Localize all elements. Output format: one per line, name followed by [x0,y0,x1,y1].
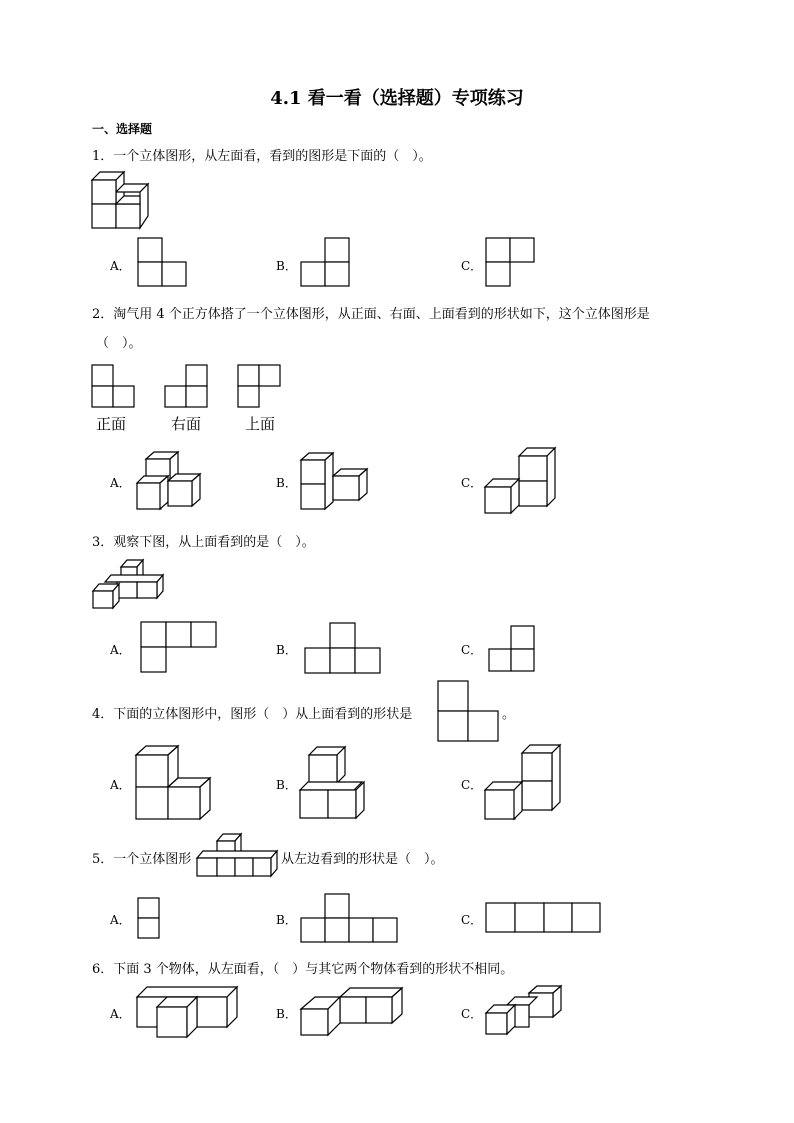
question-2-option-a-figure[interactable] [136,451,204,513]
question-5-solid-figure [196,833,282,879]
question-3-option-c-label[interactable]: C． [461,643,483,657]
question-6-option-b-figure[interactable] [300,987,406,1039]
question-4-text: 4．下面的立体图形中，图形（ ）从上面看到的形状是 [92,707,413,722]
page-title: 4.1 看一看（选择题）专项练习 [270,88,524,109]
question-2-front-view [91,364,137,410]
question-1-option-b-shape[interactable] [300,237,352,289]
section-heading: 一、选择题 [92,122,153,136]
question-3-solid-figure [92,559,170,611]
question-6-option-a-figure[interactable] [136,985,240,1041]
question-5-option-b-label[interactable]: B． [276,913,297,927]
question-5-option-b-shape[interactable] [300,893,402,945]
question-6-text: 6．下面 3 个物体，从左面看，（ ）与其它两个物体看到的形状不相同。 [92,962,514,977]
question-4-option-a-figure[interactable] [135,745,213,821]
question-4-text-tail: 。 [502,707,516,722]
question-2-view-label-right: 右面 [171,415,202,433]
question-3-option-b-shape[interactable] [304,622,384,676]
question-1-text: 1．一个立体图形，从左面看，看到的图形是下面的（ ）。 [92,149,432,164]
question-2-option-b-label[interactable]: B． [276,476,297,490]
question-3-text: 3．观察下图，从上面看到的是（ ）。 [92,535,315,550]
question-2-option-c-label[interactable]: C． [461,476,483,490]
question-5-text-tail: 从左边看到的形状是（ ）。 [281,852,444,867]
question-4-option-b-figure[interactable] [299,746,367,820]
question-5-text: 5．一个立体图形 [92,852,192,867]
question-6-option-a-label[interactable]: A． [110,1007,131,1021]
question-6-option-b-label[interactable]: B． [276,1007,297,1021]
question-1-option-a-shape[interactable] [137,237,189,289]
question-3-option-c-shape[interactable] [488,625,540,675]
question-4-option-b-label[interactable]: B． [276,778,297,792]
question-5-option-c-shape[interactable] [485,902,603,936]
question-2-view-label-top: 上面 [245,415,276,433]
question-2-right-view [164,364,210,410]
question-2-option-c-figure[interactable] [484,447,560,515]
question-1-option-c-label[interactable]: C． [461,259,483,273]
question-2-text-continued: （ ）。 [96,336,142,351]
question-5-option-a-label[interactable]: A． [110,913,131,927]
question-4-option-c-label[interactable]: C． [461,778,483,792]
question-1-solid-figure [90,170,162,232]
question-2-view-label-front: 正面 [96,415,127,433]
question-2-option-b-figure[interactable] [300,452,370,512]
question-4-option-c-figure[interactable] [484,744,564,822]
question-1-option-c-shape[interactable] [485,237,537,289]
question-6-option-c-label[interactable]: C． [461,1007,483,1021]
question-3-option-a-shape[interactable] [140,621,220,675]
question-4-target-top-view [437,680,503,744]
question-2-text: 2．淘气用 4 个正方体搭了一个立体图形，从正面、右面、上面看到的形状如下，这个立体图形是 [92,307,650,322]
question-3-option-a-label[interactable]: A． [110,643,131,657]
question-6-option-c-figure[interactable] [485,985,565,1037]
question-5-option-c-label[interactable]: C． [461,913,483,927]
question-2-option-a-label[interactable]: A． [110,476,131,490]
question-1-option-b-label[interactable]: B． [276,259,297,273]
question-2-top-view [237,364,283,410]
question-4-option-a-label[interactable]: A． [110,778,131,792]
question-1-option-a-label[interactable]: A． [110,259,131,273]
question-3-option-b-label[interactable]: B． [276,643,297,657]
question-5-option-a-shape[interactable] [137,897,163,941]
